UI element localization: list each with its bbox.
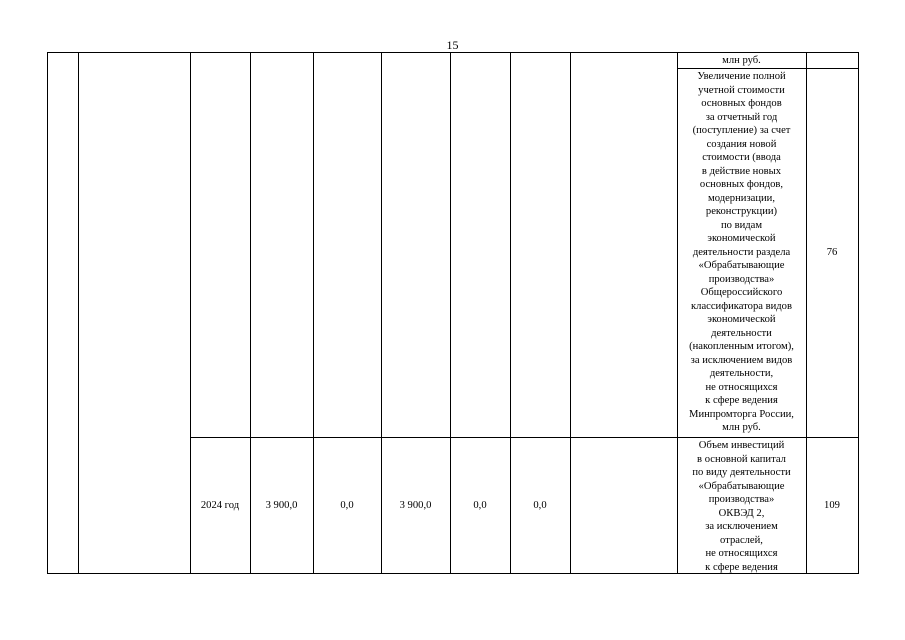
indicator-line: «Обрабатывающие <box>698 260 785 271</box>
indicator-line: производства» <box>708 273 775 285</box>
indicator-line: за отчетный год <box>705 111 778 123</box>
amount-cell-4: 0,0 <box>473 499 487 511</box>
indicator-line: за исключением <box>705 521 778 532</box>
indicator-line: классификатора видов <box>691 300 792 312</box>
indicator-line: по видам <box>720 219 763 231</box>
indicator-line: к сфере ведения <box>705 561 778 573</box>
indicator-line: Общероссийского <box>700 287 783 298</box>
indicator-line: не относящихся <box>705 381 778 393</box>
indicator-line: стоимости (ввода <box>702 152 781 163</box>
indicator-line: Объем инвестиций <box>698 440 785 451</box>
indicator-line: (накопленным итогом), <box>689 341 794 352</box>
indicator-line: деятельности, <box>709 368 774 379</box>
indicator-line: деятельности <box>711 327 772 339</box>
indicator-line: млн руб. <box>722 55 761 66</box>
amount-cell-1: 3 900,0 <box>265 499 298 511</box>
indicator-line: отраслей, <box>720 534 763 546</box>
indicator-line: экономической <box>707 233 776 244</box>
indicator-line: к сфере ведения <box>705 395 778 406</box>
table-top-border <box>47 52 859 53</box>
col-border-11 <box>858 52 859 574</box>
indicator-line: реконструкции) <box>705 206 778 217</box>
indicator-line: за исключением видов <box>690 354 793 366</box>
indicator-line: не относящихся <box>705 548 778 559</box>
col-border-8 <box>570 52 571 574</box>
indicator-line: «Обрабатывающие <box>698 480 785 492</box>
indicator-line: в основной капитал <box>697 453 786 465</box>
amount-cell-2: 0,0 <box>340 499 354 511</box>
indicator-line: (поступление) за счет <box>692 125 791 136</box>
indicator-value-row-1: 76 <box>826 247 838 258</box>
amount-cell-3: 3 900,0 <box>399 499 432 511</box>
indicator-line: ОКВЭД 2, <box>718 507 765 519</box>
indicator-line: экономической <box>707 314 776 325</box>
indicator-line: производства» <box>708 494 775 505</box>
indicator-line: модернизации, <box>708 192 775 204</box>
indicator-line: млн руб. <box>722 422 761 433</box>
indicator-line: создания новой <box>706 138 777 150</box>
col-border-0 <box>47 52 48 574</box>
indicator-line: основных фондов, <box>699 179 784 190</box>
indicator-line: Минпромторга России, <box>689 408 794 420</box>
year-cell: 2024 год <box>200 499 240 511</box>
indicator-line: учетной стоимости <box>698 84 785 96</box>
col-border-1 <box>78 52 79 574</box>
amount-cell-5: 0,0 <box>533 499 547 511</box>
indicator-value-row-2: 109 <box>824 499 840 511</box>
indicator-cell-row-0 <box>677 54 806 68</box>
indicator-cell-row-1 <box>677 70 806 435</box>
indicator-line: деятельности раздела <box>692 246 791 258</box>
indicator-cell-row-2 <box>677 439 806 574</box>
indicator-line: по виду деятельности <box>692 467 791 478</box>
indicator-line: в действие новых <box>701 165 782 177</box>
page-number: 15 <box>446 38 459 52</box>
indicator-line: основных фондов <box>701 98 782 109</box>
indicator-line: Увеличение полной <box>697 71 786 82</box>
